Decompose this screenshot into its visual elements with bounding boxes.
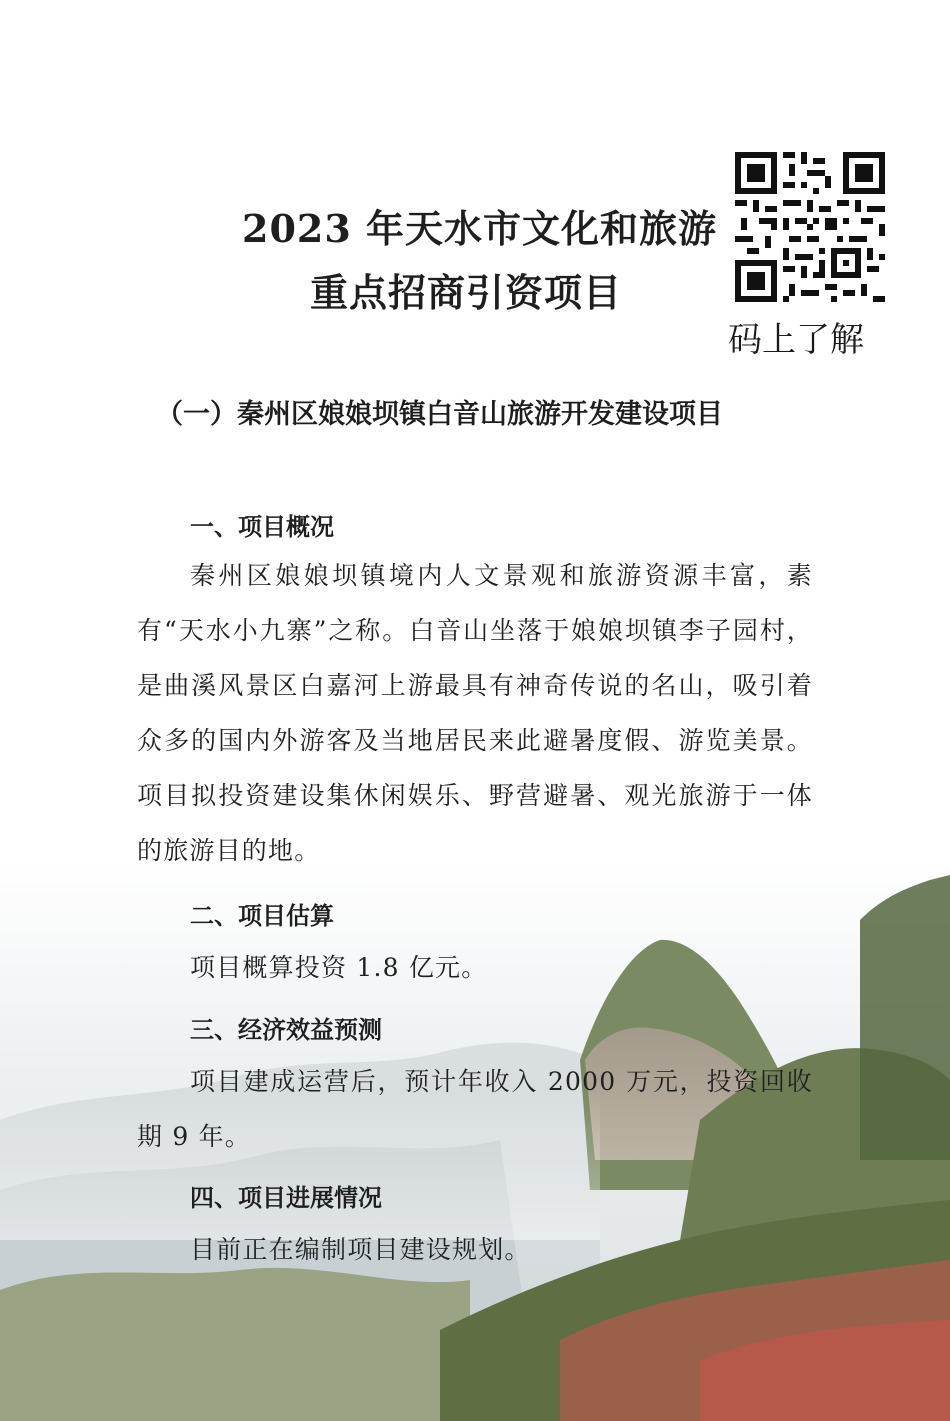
section-text-estimate: 项目概算投资 1.8 亿元。 xyxy=(190,953,488,982)
qr-code-icon[interactable] xyxy=(735,152,885,302)
document-title-line-2: 重点招商引资项目 xyxy=(310,270,623,315)
section-text-benefit: 项目建成运营后，预计年收入 2000 万元，投资回收期 9 年。 xyxy=(137,1067,813,1151)
document-title-line-1: 2023 年天水市文化和旅游 xyxy=(242,206,717,251)
section-text-progress: 目前正在编制项目建设规划。 xyxy=(190,1235,531,1264)
section-heading-progress: 四、项目进展情况 xyxy=(190,1184,382,1212)
section-heading-estimate: 二、项目估算 xyxy=(190,902,334,930)
section-heading-benefit: 三、经济效益预测 xyxy=(190,1016,382,1044)
qr-caption: 码上了解 xyxy=(728,320,864,360)
section-text-overview: 秦州区娘娘坝镇境内人文景观和旅游资源丰富，素有“天水小九寨”之称。白音山坐落于娘娘坝镇李子园村，是曲溪风景区白嘉河上游最具有神奇传说的名山，吸引着众多的国内外游客及当地居民来此避暑度假、游览美景。项目拟投资建设集休闲娱乐、野营避暑、观光旅游于一体的旅游目的地。 xyxy=(137,561,813,865)
section-heading-overview: 一、项目概况 xyxy=(190,513,334,541)
project-subtitle: （一）秦州区娘娘坝镇白音山旅游开发建设项目 xyxy=(156,399,723,430)
